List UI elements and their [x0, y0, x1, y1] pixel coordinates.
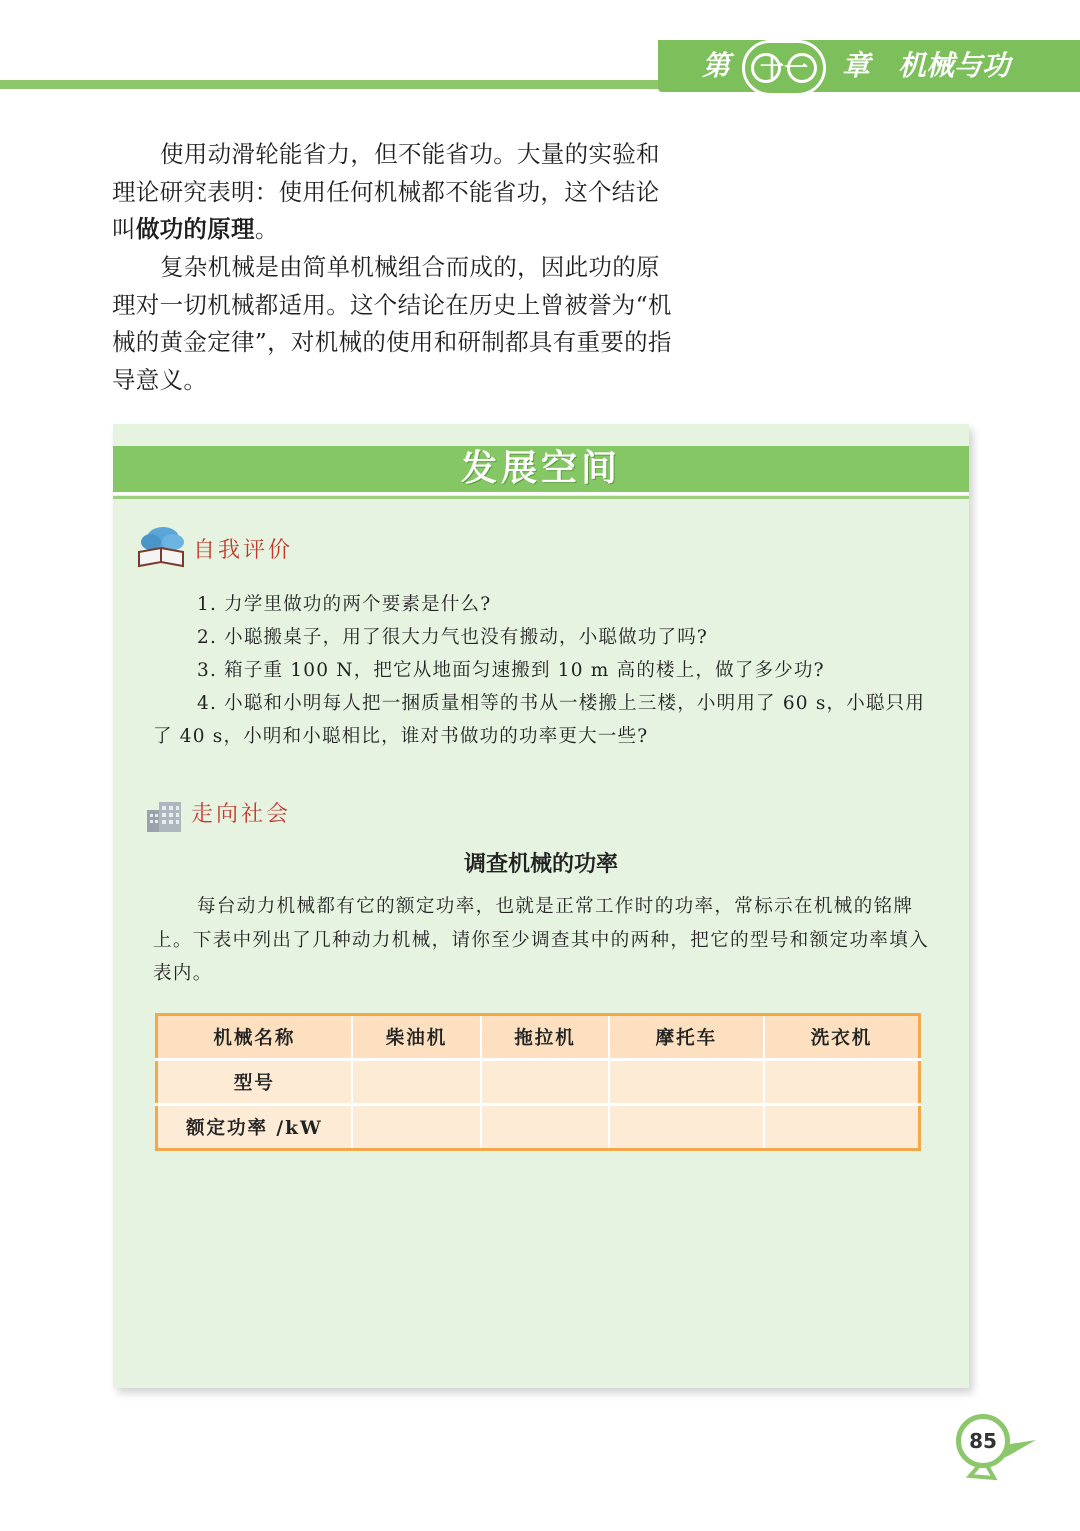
chapter-prefix: 第 — [702, 49, 731, 82]
paragraph-text: 使用动滑轮能省力，但不能省功。大量的实验和理论研究表明：使用任何机械都不能省功，这个结论叫 — [112, 140, 660, 243]
society-heading: 走向社会 — [191, 802, 292, 827]
development-panel — [113, 424, 969, 1388]
chapter-suffix: 章 — [842, 49, 871, 82]
paragraph-end: 。 — [254, 215, 279, 243]
row-label-rated-power: 额定功率 /kW — [157, 1105, 352, 1150]
key-term: 做功的原理 — [135, 215, 255, 243]
question-1: 1. 力学里做功的两个要素是什么? — [197, 594, 492, 615]
table-row — [157, 1105, 920, 1150]
book-cloud-icon — [135, 522, 187, 570]
survey-instructions: 每台动力机械都有它的额定功率，也就是正常工作时的功率，常标示在机械的铭牌上。下表中列出了几种动力机械，请你至少调查其中的两种，把它的型号和额定功率填入表内。 — [153, 896, 930, 984]
table-cell[interactable] — [352, 1060, 481, 1105]
row-label-model: 型号 — [157, 1060, 352, 1105]
paragraph-work-principle — [112, 136, 682, 249]
table-header-cell: 摩托车 — [609, 1015, 764, 1060]
table-cell[interactable] — [609, 1105, 764, 1150]
table-cell[interactable] — [352, 1105, 481, 1150]
table-cell[interactable] — [609, 1060, 764, 1105]
table-header-cell: 柴油机 — [352, 1015, 481, 1060]
table-cell[interactable] — [481, 1060, 608, 1105]
question-4: 4. 小聪和小明每人把一捆质量相等的书从一楼搬上三楼，小明用了 60 s，小聪只用了 40 s，小明和小聪相比，谁对书做功的功率更大一些? — [153, 693, 926, 747]
self-eval-heading: 自我评价 — [193, 538, 294, 563]
question-3: 3. 箱子重 100 N，把它从地面匀速搬到 10 m 高的楼上，做了多少功? — [197, 660, 825, 681]
machine-power-table — [155, 1013, 921, 1151]
survey-subtitle: 调查机械的功率 — [463, 852, 618, 877]
table-header-row — [157, 1015, 920, 1060]
table-header-cell: 洗衣机 — [764, 1015, 919, 1060]
panel-band-line — [113, 496, 969, 499]
chapter-number-badge — [742, 40, 826, 96]
table-cell[interactable] — [764, 1060, 919, 1105]
question-2: 2. 小聪搬桌子，用了很大力气也没有搬动，小聪做功了吗? — [197, 627, 709, 648]
table-row — [157, 1060, 920, 1105]
chapter-header — [658, 40, 1080, 92]
chapter-number: 十一 — [760, 53, 808, 82]
page-number: 85 — [969, 1429, 997, 1453]
panel-title: 发展空间 — [460, 448, 621, 489]
table-cell[interactable] — [764, 1105, 919, 1150]
table-cell[interactable] — [481, 1105, 608, 1150]
table-header-cell: 拖拉机 — [481, 1015, 608, 1060]
table-header-cell: 机械名称 — [157, 1015, 352, 1060]
chapter-title: 机械与功 — [898, 49, 1011, 82]
building-icon — [145, 800, 183, 832]
paragraph-golden-law: 复杂机械是由简单机械组合而成的，因此功的原理对一切机械都适用。这个结论在历史上曾被誉为“机械的黄金定律”，对机械的使用和研制都具有重要的指导意义。 — [112, 253, 672, 394]
